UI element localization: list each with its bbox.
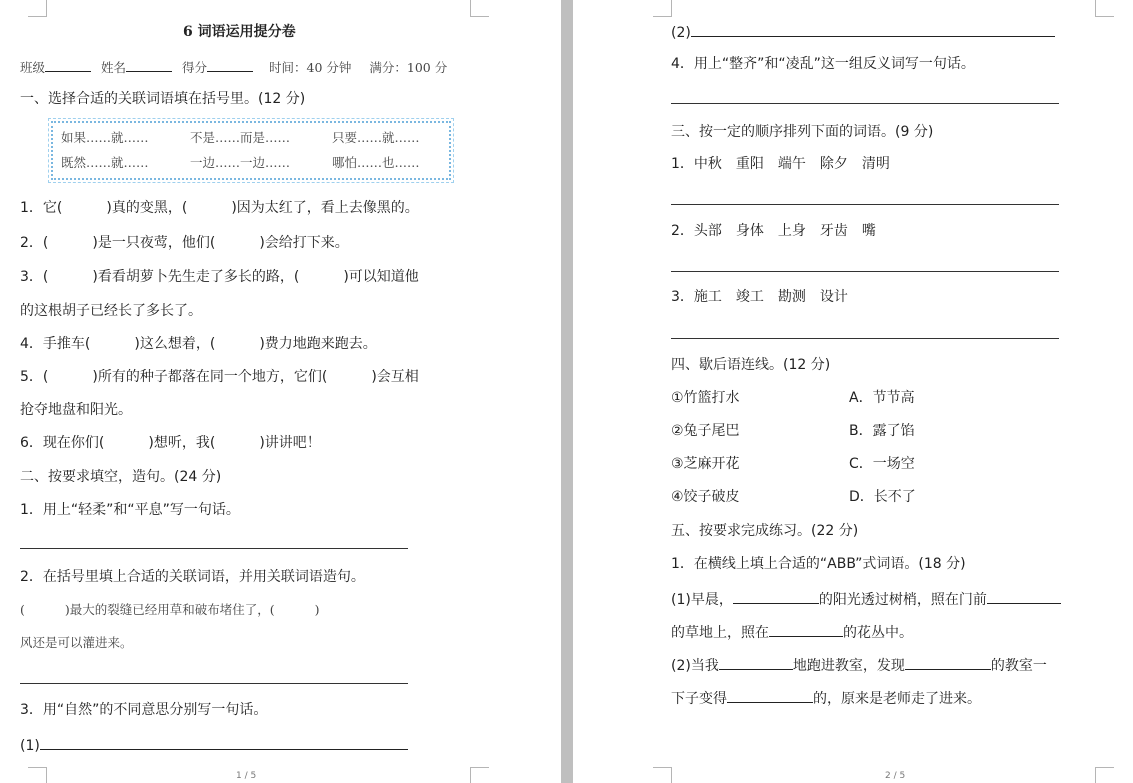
q-text: (2)当我 [671, 658, 719, 674]
xiehouyu-right[interactable]: B．露了馅 [849, 423, 915, 439]
page-number: 1 / 5 [236, 771, 257, 781]
question-2-4: 4．用上“整齐”和“凌乱”这一组反义词写一句话。 [671, 56, 975, 72]
question-3-3: 3．施工 竣工 勘测 设计 [671, 289, 848, 305]
xiehouyu-right[interactable]: A．节节高 [849, 390, 915, 406]
crop-mark [653, 767, 672, 783]
q-text: )是一只夜莺，他们( [92, 235, 216, 251]
sub-answer-1 [20, 735, 408, 755]
answer-line[interactable] [691, 22, 1055, 37]
q-text: 地跑进教室，发现 [792, 658, 905, 674]
word-bank-box [51, 121, 451, 180]
crop-mark [1095, 767, 1114, 783]
abb-line-1 [671, 589, 1061, 609]
score-blank[interactable] [207, 57, 253, 72]
q-text: ( [20, 602, 25, 617]
sub-answer-2 [671, 22, 1055, 42]
q-text: 5．( [20, 369, 49, 385]
q-text: )这么想着，( [134, 336, 216, 352]
name-label: 姓名 [101, 60, 127, 75]
q-text: 2．( [20, 235, 49, 251]
info-line [20, 57, 447, 77]
page-title: 6 词语运用提分卷 [183, 24, 296, 40]
question-3-1: 1．中秋 重阳 端午 除夕 清明 [671, 156, 890, 172]
xiehouyu-left[interactable]: ②兔子尾巴 [671, 423, 740, 439]
question-2-2: 2．在括号里填上合适的关联词语，并用关联词语造句。 [20, 569, 365, 585]
name-blank[interactable] [126, 57, 172, 72]
q-text: 的教室一 [990, 658, 1047, 674]
answer-line[interactable] [20, 683, 408, 684]
page-gutter [561, 0, 573, 783]
xiehouyu-left[interactable]: ③芝麻开花 [671, 456, 740, 472]
question-1-5-cont: 抢夺地盘和阳光。 [20, 402, 132, 418]
crop-mark [470, 767, 489, 783]
word-bank-item: 哪怕……也…… [332, 155, 420, 170]
xiehouyu-right[interactable]: C．一场空 [849, 456, 915, 472]
sub-label: (2) [671, 25, 691, 41]
crop-mark [653, 0, 672, 17]
sub-label: (1) [20, 738, 40, 754]
answer-line[interactable] [671, 204, 1059, 205]
word-bank-item: 既然……就…… [61, 155, 149, 170]
q-text: )讲讲吧！ [259, 435, 321, 451]
q-text: 3．( [20, 269, 49, 285]
q-text: 1．它( [20, 200, 63, 216]
question-1-3 [20, 268, 419, 286]
question-1-6 [20, 434, 321, 452]
q-text: 的草地上，照在 [671, 625, 769, 641]
q-text: 的花丛中。 [843, 625, 913, 641]
section-5-heading: 五、按要求完成练习。(22 分) [671, 523, 859, 539]
answer-line[interactable] [769, 622, 843, 637]
question-2-2-sentence [20, 601, 320, 619]
xiehouyu-left[interactable]: ①竹篮打水 [671, 390, 740, 406]
q-text: )真的变黑，( [106, 200, 188, 216]
answer-line[interactable] [671, 271, 1059, 272]
q-text: 4．手推车( [20, 336, 91, 352]
answer-line[interactable] [719, 655, 793, 670]
word-bank-item: 不是……而是…… [190, 130, 291, 145]
crop-mark [28, 0, 47, 17]
q-text: )最大的裂缝已经用草和破布堵住了，( [64, 602, 275, 617]
document-page-2 [573, 0, 1133, 783]
question-1-3-cont: 的这根胡子已经长了多长了。 [20, 303, 202, 319]
q-text: )会给打下来。 [259, 235, 349, 251]
q-text: )看看胡萝卜先生走了多长的路，( [92, 269, 300, 285]
section-3-heading: 三、按一定的顺序排列下面的词语。(9 分) [671, 124, 934, 140]
q-text: )费力地跑来跑去。 [259, 336, 377, 352]
question-2-3: 3．用“自然”的不同意思分别写一句话。 [20, 702, 268, 718]
question-2-2-sentence-cont: 风还是可以灌进来。 [20, 635, 133, 650]
class-blank[interactable] [45, 57, 91, 72]
q-text: )因为太红了，看上去像黑的。 [231, 200, 419, 216]
question-2-1: 1．用上“轻柔”和“平息”写一句话。 [20, 502, 240, 518]
crop-mark [28, 767, 47, 783]
xiehouyu-right[interactable]: D．长不了 [849, 489, 916, 505]
section-2-heading: 二、按要求填空，造句。(24 分) [20, 469, 222, 485]
abb-line-3 [671, 655, 1047, 675]
question-5-1: 1．在横线上填上合适的“ABB”式词语。(18 分) [671, 556, 966, 572]
question-1-5 [20, 368, 419, 386]
q-text: 的阳光透过树梢，照在门前 [818, 592, 987, 608]
q-text: (1)早晨， [671, 592, 733, 608]
score-label: 得分 [182, 60, 208, 75]
q-text: 下子变得 [671, 691, 727, 707]
q-text: )会互相 [371, 369, 419, 385]
q-text: )可以知道他 [343, 269, 419, 285]
q-text: 6．现在你们( [20, 435, 105, 451]
question-1-4 [20, 335, 377, 353]
crop-mark [1095, 0, 1114, 17]
crop-mark [470, 0, 489, 17]
section-4-heading: 四、歇后语连线。(12 分) [671, 357, 831, 373]
page-number: 2 / 5 [885, 771, 906, 781]
q-text: )想听，我( [148, 435, 216, 451]
answer-line[interactable] [40, 735, 408, 750]
answer-line[interactable] [671, 103, 1059, 104]
answer-line[interactable] [987, 589, 1061, 604]
document-page-1 [0, 0, 561, 783]
q-text: )所有的种子都落在同一个地方，它们( [92, 369, 328, 385]
answer-line[interactable] [727, 688, 813, 703]
section-1-heading: 一、选择合适的关联词语填在括号里。(12 分) [20, 91, 306, 107]
word-bank-item: 一边……一边…… [190, 155, 291, 170]
full-score: 满分：100 分 [369, 60, 448, 75]
word-bank-item: 只要……就…… [332, 130, 420, 145]
answer-line[interactable] [905, 655, 991, 670]
time-limit: 时间：40 分钟 [269, 60, 352, 75]
class-label: 班级 [20, 60, 46, 75]
abb-line-4 [671, 688, 981, 708]
xiehouyu-left[interactable]: ④饺子破皮 [671, 489, 740, 505]
word-bank-item: 如果……就…… [61, 130, 149, 145]
abb-line-2 [671, 622, 913, 642]
answer-line[interactable] [733, 589, 819, 604]
q-text: 的，原来是老师走了进来。 [813, 691, 981, 707]
answer-line[interactable] [20, 548, 408, 549]
answer-line[interactable] [671, 338, 1059, 339]
question-1-1 [20, 199, 419, 217]
q-text: ) [314, 602, 320, 617]
question-3-2: 2．头部 身体 上身 牙齿 嘴 [671, 223, 876, 239]
question-1-2 [20, 234, 349, 252]
